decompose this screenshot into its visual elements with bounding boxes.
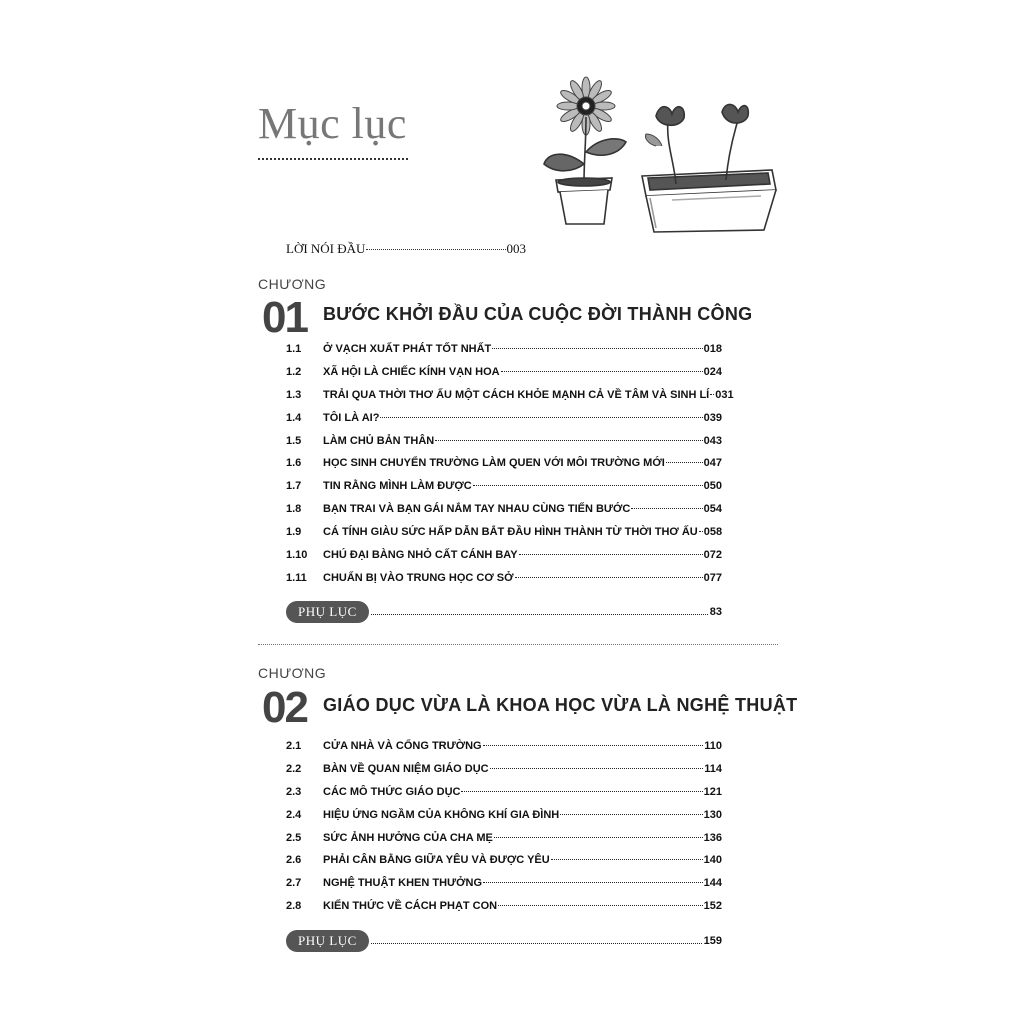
dot-leader [501,371,703,372]
chapter-number: 01 [262,293,307,342]
toc-entry-number: 1.6 [286,457,302,470]
dot-leader [492,348,702,349]
toc-entry-label: HỌC SINH CHUYỂN TRƯỜNG LÀM QUEN VỚI MÔI TRƯỜNG MỚI [323,457,665,470]
toc-entry[interactable] [286,435,722,458]
toc-entry[interactable] [286,480,722,503]
toc-entry-number: 1.7 [286,480,302,493]
toc-entry-label: NGHỆ THUẬT KHEN THƯỞNG [323,877,483,890]
chapter-number: 02 [262,683,307,732]
chapter-title: BƯỚC KHỞI ĐẦU CỦA CUỘC ĐỜI THÀNH CÔNG [323,304,753,324]
toc-entry-number: 1.4 [286,411,302,424]
toc-entry-label: TIN RẰNG MÌNH LÀM ĐƯỢC [323,480,472,493]
toc-entry-page: 024 [703,365,722,378]
toc-entry-number: 2.6 [286,854,302,867]
toc-entry[interactable] [286,549,722,572]
toc-entry[interactable] [286,900,722,923]
intro-label: LỜI NÓI ĐẦU [286,241,366,256]
toc-entry-number: 2.4 [286,808,302,821]
toc-entry[interactable] [286,809,722,832]
toc-entry-page: 114 [704,762,722,775]
toc-entry-number: 1.3 [286,388,302,401]
toc-entry-number: 2.1 [286,740,302,752]
toc-entry-label: HIỆU ỨNG NGẦM CỦA KHÔNG KHÍ GIA ĐÌNH [323,808,560,821]
toc-entry[interactable] [286,388,734,412]
toc-entry-label: SỨC ẢNH HƯỞNG CỦA CHA MẸ [323,831,493,844]
dot-leader [473,485,703,486]
toc-entry-label: CHUẨN BỊ VÀO TRUNG HỌC CƠ SỞ [323,571,514,584]
dot-leader [490,768,704,769]
dot-leader [498,905,703,906]
chapter-title: GIÁO DỤC VỪA LÀ KHOA HỌC VỪA LÀ NGHỆ THUẬT [323,695,798,715]
dot-leader [519,554,703,555]
toc-entry-page: 121 [703,785,722,798]
toc-entry-number: 2.3 [286,785,302,798]
toc-entry-page: 130 [703,808,722,821]
toc-entry-number: 1.2 [286,365,302,378]
toc-entry[interactable] [286,343,722,366]
toc-entry[interactable] [286,740,722,763]
appendix-page: 83 [709,606,722,618]
chapter-1-toc-list [286,343,734,595]
intro-page: 003 [506,241,526,256]
toc-entry-label: BÀN VỀ QUAN NIỆM GIÁO DỤC [323,762,489,775]
toc-entry[interactable] [286,457,722,480]
toc-entry-number: 1.8 [286,503,302,516]
toc-entry-page: 140 [703,854,722,867]
toc-entry[interactable] [286,503,722,526]
chapter-word: CHƯƠNG [258,665,327,681]
toc-entry-page: 050 [703,480,722,493]
dot-leader [631,508,702,509]
toc-entry-number: 2.5 [286,831,302,844]
dot-leader [483,745,704,746]
toc-entry-number: 1.5 [286,434,302,447]
toc-entry-label: Ở VẠCH XUẤT PHÁT TỐT NHẤT [323,343,492,355]
toc-entry-page: 144 [703,877,722,890]
toc-entry-page: 039 [703,411,722,424]
toc-entry[interactable] [286,832,722,855]
toc-entry[interactable] [286,412,722,435]
toc-entry-number: 1.11 [286,571,307,584]
chapter-separator [258,644,778,645]
toc-entry-page: 058 [703,526,723,539]
toc-entry-page: 077 [703,571,722,584]
toc-entry[interactable] [286,366,722,389]
toc-entry-page: 047 [703,457,722,470]
toc-entry-page: 054 [703,503,722,516]
toc-entry-label: CÁ TÍNH GIÀU SỨC HẤP DẪN BẮT ĐẦU HÌNH THÀNH TỪ THỜI THƠ ẤU [323,526,698,539]
toc-entry[interactable] [286,877,722,900]
appendix-page: 159 [703,935,722,947]
toc-entry-label: KIẾN THỨC VỀ CÁCH PHẠT CON [323,900,498,913]
intro-entry[interactable] [286,241,526,257]
toc-entry-label: CHÚ ĐẠI BÀNG NHỎ CẤT CÁNH BAY [323,549,518,562]
toc-entry-number: 1.1 [286,343,302,355]
dot-leader [380,417,702,418]
dot-leader [515,577,703,578]
chapter-2-appendix-entry[interactable] [286,930,722,952]
toc-entry-number: 1.10 [286,549,308,562]
toc-entry-label: TRẢI QUA THỜI THƠ ẤU MỘT CÁCH KHỎE MẠNH CẢ VỀ TÂM VÀ SINH LÍ [323,388,710,401]
toc-entry-number: 2.7 [286,877,302,890]
toc-entry-label: TÔI LÀ AI? [323,411,380,424]
toc-entry[interactable] [286,763,722,786]
toc-entry-label: CỬA NHÀ VÀ CỔNG TRƯỜNG [323,740,482,752]
toc-entry[interactable] [286,526,722,549]
toc-entry[interactable] [286,572,722,595]
toc-entry-page: 136 [703,831,722,844]
toc-entry[interactable] [286,854,722,877]
toc-entry-number: 1.9 [286,526,302,539]
dot-leader [710,394,714,395]
page-title: Mục lục [258,99,407,148]
toc-entry-page: 043 [703,434,722,447]
toc-entry-label: LÀM CHỦ BẢN THÂN [323,434,435,447]
toc-entry-number: 2.8 [286,900,302,913]
dot-leader [371,943,702,944]
toc-entry-label: XÃ HỘI LÀ CHIẾC KÍNH VẠN HOA [323,365,500,378]
chapter-1-appendix-entry[interactable] [286,601,722,623]
toc-entry-page: 072 [703,549,722,562]
toc-entry[interactable] [286,786,722,809]
toc-entry-label: BẠN TRAI VÀ BẠN GÁI NẮM TAY NHAU CÙNG TIẾN BƯỚC [323,503,631,516]
appendix-badge: PHỤ LỤC [286,930,369,952]
toc-entry-label: CÁC MÔ THỨC GIÁO DỤC [323,785,461,798]
toc-entry-page: 018 [703,343,722,355]
chapter-word: CHƯƠNG [258,276,327,292]
dot-leader [366,249,505,250]
dot-leader [435,440,702,441]
potted-flowers-illustration-icon [536,72,786,244]
dot-leader [494,837,703,838]
toc-entry-page: 031 [715,388,734,401]
dot-leader [551,859,703,860]
toc-entry-page: 152 [703,900,722,913]
dot-leader [461,791,702,792]
toc-entry-label: PHẢI CÂN BẰNG GIỮA YÊU VÀ ĐƯỢC YÊU [323,854,550,867]
appendix-badge: PHỤ LỤC [286,601,369,623]
dot-leader [666,462,703,463]
dot-leader [483,882,703,883]
dot-leader [699,531,703,532]
toc-entry-number: 2.2 [286,762,302,775]
title-underline-dots [258,158,408,160]
dot-leader [371,614,708,615]
toc-entry-page: 110 [704,740,722,752]
dot-leader [560,814,702,815]
chapter-2-toc-list [286,740,722,923]
